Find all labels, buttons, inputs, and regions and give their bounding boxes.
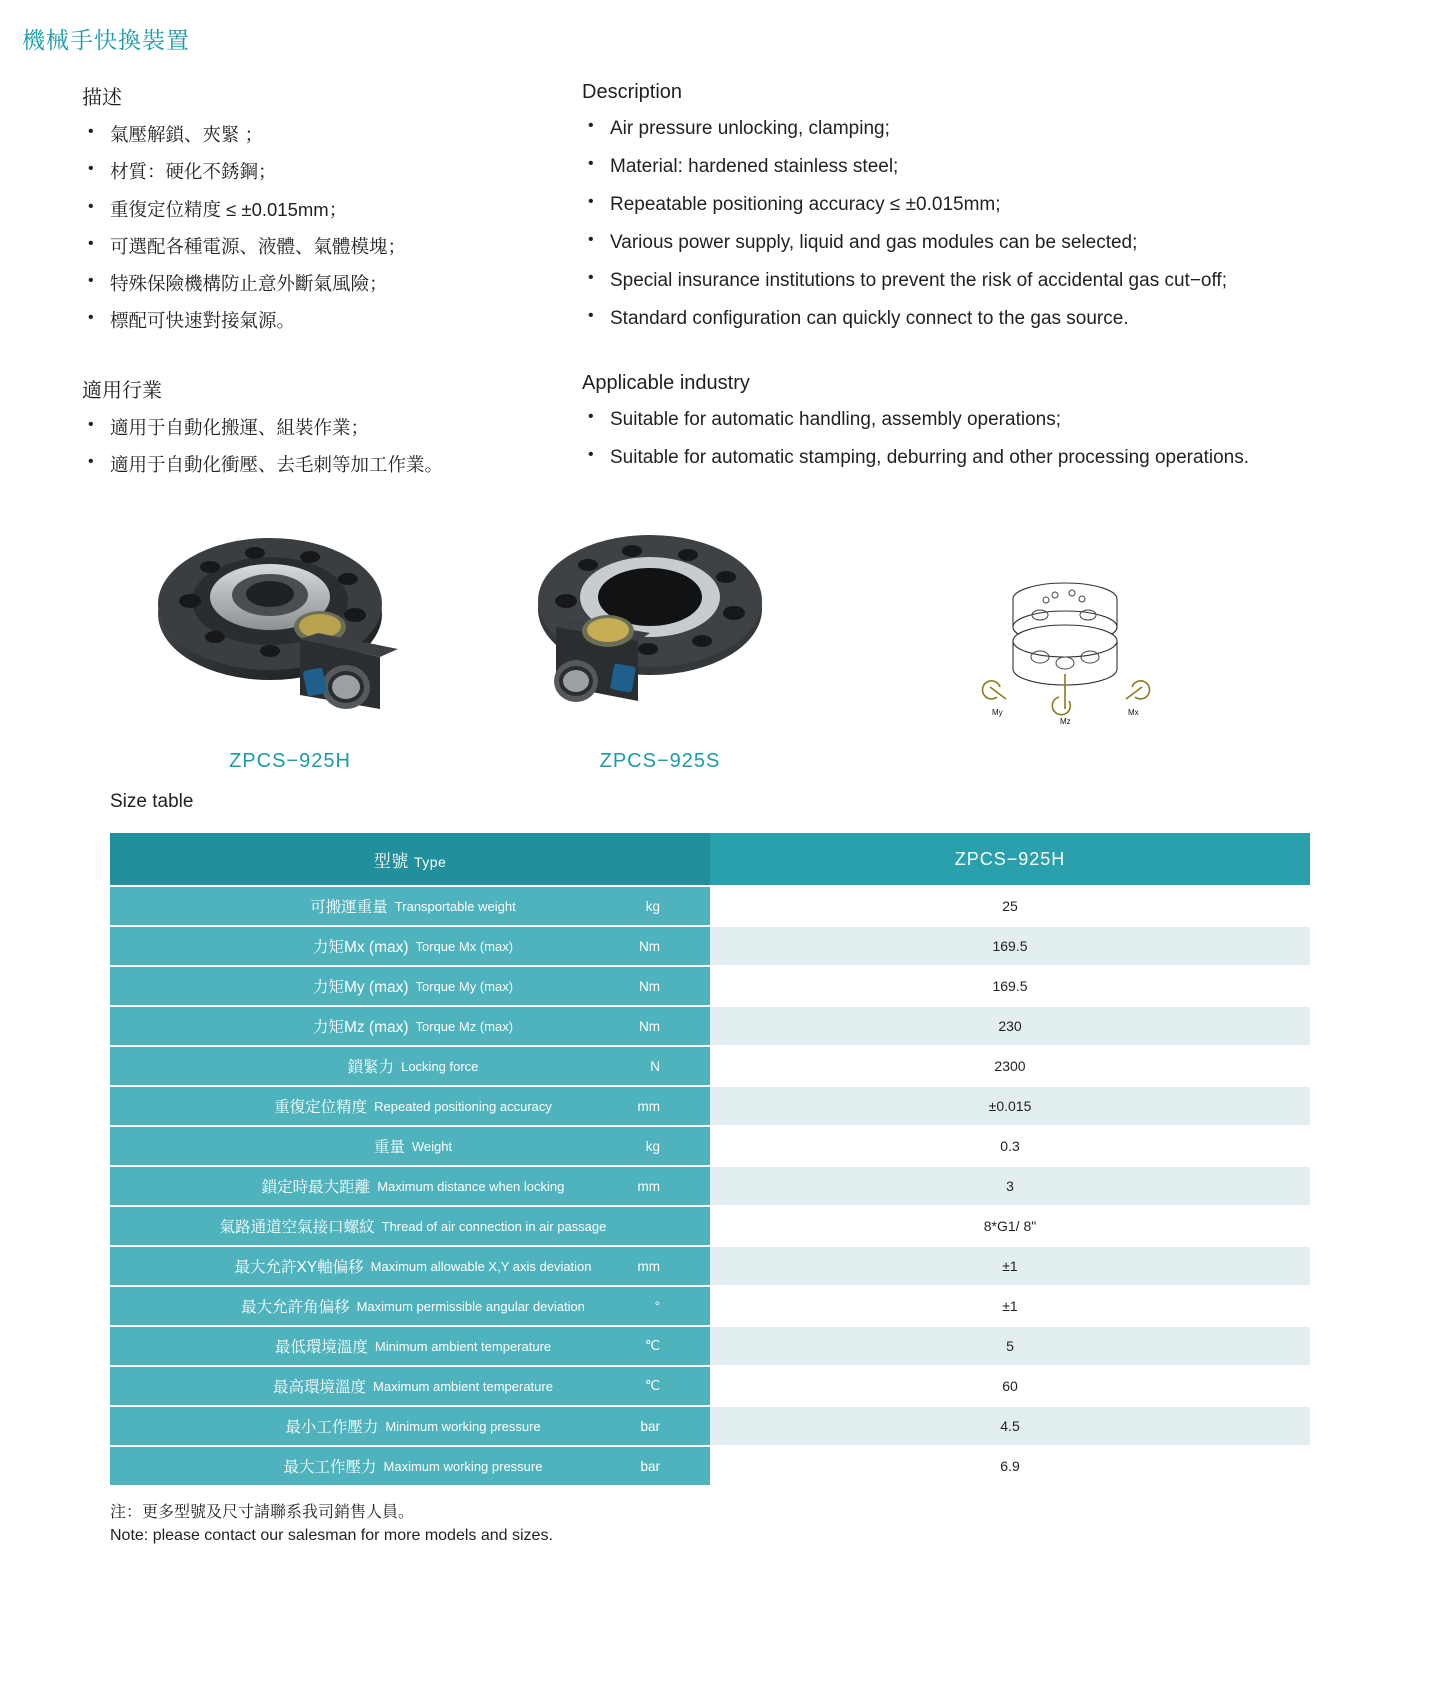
row-label-en: Locking force [401, 1058, 479, 1074]
row-label-zh: 重復定位精度 [274, 1099, 368, 1117]
header-type-zh: 型號 [373, 851, 409, 871]
row-value: 25 [710, 887, 1310, 925]
row-label-zh: 鎖緊力 [347, 1059, 395, 1077]
list-item: • Suitable for automatic stamping, deburring and other processing operations. [582, 445, 1407, 472]
row-label-en: Maximum distance when locking [377, 1178, 565, 1194]
header-model: ZPCS−925H [710, 833, 1310, 885]
row-unit: mm [637, 1258, 660, 1274]
row-label-zh: 力矩Mx (max) [312, 939, 409, 957]
list-item: • 材質：硬化不銹鋼； [82, 159, 582, 185]
row-value: 5 [710, 1327, 1310, 1365]
row-value: 230 [710, 1007, 1310, 1045]
row-value: 60 [710, 1367, 1310, 1405]
product-image-925h [150, 509, 410, 744]
row-label-zh: 重量 [373, 1139, 405, 1157]
row-label-en: Torque Mz (max) [415, 1018, 514, 1034]
row-label-zh: 最小工作壓力 [285, 1419, 379, 1437]
row-label [110, 1327, 710, 1365]
row-label [110, 1447, 710, 1485]
row-label-en: Maximum ambient temperature [373, 1378, 553, 1394]
row-label-en: Weight [411, 1138, 453, 1154]
row-value: ±1 [710, 1287, 1310, 1325]
table-row [110, 1207, 1310, 1245]
footnote-zh: 注：更多型號及尺寸請聯系我司銷售人員。 [110, 1504, 415, 1522]
product-image-925s [520, 509, 780, 744]
row-label-zh: 最大工作壓力 [283, 1459, 377, 1477]
row-label-en: Minimum working pressure [385, 1418, 541, 1434]
row-label-zh: 最大允許角偏移 [241, 1299, 350, 1317]
row-label [110, 1207, 710, 1245]
row-unit: ℃ [644, 1338, 660, 1354]
row-label [110, 1167, 710, 1205]
row-label [110, 1287, 710, 1325]
table-row [110, 967, 1310, 1005]
torque-label-mz: Mz [1060, 717, 1071, 727]
list-item: • 特殊保險機構防止意外斷氣風險； [82, 271, 582, 297]
industry-heading-en: Applicable industry [582, 371, 750, 394]
row-label-zh: 最高環境溫度 [273, 1379, 367, 1397]
row-label-en: Thread of air connection in air passage [381, 1218, 607, 1234]
row-label [110, 1007, 710, 1045]
row-value: 3 [710, 1167, 1310, 1205]
row-label [110, 887, 710, 925]
footnote [110, 1501, 1437, 1547]
description-list-en [582, 116, 1407, 333]
product-block-925s [520, 509, 800, 773]
row-label [110, 927, 710, 965]
spec-table [110, 831, 1310, 1487]
row-label [110, 1087, 710, 1125]
spec-table-body [110, 887, 1310, 1485]
row-unit: N [650, 1058, 660, 1074]
row-label [110, 1407, 710, 1445]
list-item: • 重復定位精度 ≤ ±0.015mm； [82, 197, 582, 223]
table-row [110, 1447, 1310, 1485]
row-unit: ℃ [644, 1378, 660, 1394]
row-value: 169.5 [710, 927, 1310, 965]
row-unit: mm [637, 1098, 660, 1114]
row-label-zh: 力矩Mz (max) [312, 1019, 409, 1037]
row-label-en: Maximum working pressure [383, 1458, 543, 1474]
header-type-en: Type [413, 853, 447, 870]
table-header-row [110, 833, 1310, 885]
row-unit: Nm [639, 938, 660, 954]
table-row [110, 1247, 1310, 1285]
list-item: • Material: hardened stainless steel; [582, 154, 1407, 181]
row-value: ±0.015 [710, 1087, 1310, 1125]
row-unit: mm [637, 1178, 660, 1194]
description-section [0, 81, 1437, 489]
row-unit: Nm [639, 1018, 660, 1034]
table-row [110, 1407, 1310, 1445]
row-value: 169.5 [710, 967, 1310, 1005]
table-row [110, 1047, 1310, 1085]
row-value: 8*G1/ 8" [710, 1207, 1310, 1245]
table-row [110, 1167, 1310, 1205]
row-label-en: Minimum ambient temperature [374, 1338, 552, 1354]
page-title: 機械手快換裝置 [22, 27, 190, 53]
list-item: • Special insurance institutions to prevent the risk of accidental gas cut−off; [582, 268, 1407, 295]
list-item: • Various power supply, liquid and gas modules can be selected; [582, 230, 1407, 257]
torque-label-mx: Mx [1128, 708, 1139, 718]
row-label-en: Repeated positioning accuracy [374, 1098, 552, 1114]
list-item: • 標配可快速對接氣源。 [82, 308, 582, 334]
row-label-zh: 最大允許XY軸偏移 [234, 1259, 364, 1277]
row-value: 6.9 [710, 1447, 1310, 1485]
description-heading-zh: 描述 [82, 87, 122, 109]
table-row [110, 1367, 1310, 1405]
row-label-zh: 力矩My (max) [312, 979, 409, 997]
row-label-en: Transportable weight [394, 898, 516, 914]
row-label [110, 1247, 710, 1285]
row-label-en: Torque Mx (max) [415, 938, 514, 954]
list-item: • Suitable for automatic handling, assembly operations; [582, 407, 1407, 434]
torque-diagram [960, 569, 1170, 749]
list-item: • Repeatable positioning accuracy ≤ ±0.015mm; [582, 192, 1407, 219]
table-row [110, 887, 1310, 925]
row-unit: kg [645, 1138, 660, 1154]
table-row [110, 1007, 1310, 1045]
product-caption-925h: ZPCS−925H [229, 750, 351, 773]
product-gallery [0, 499, 1437, 819]
row-label [110, 1047, 710, 1085]
list-item: • Air pressure unlocking, clamping; [582, 116, 1407, 143]
row-label [110, 1367, 710, 1405]
row-label-zh: 可搬運重量 [310, 899, 388, 917]
row-label-en: Torque My (max) [415, 978, 514, 994]
row-label-zh: 氣路通道空氣接口螺紋 [219, 1219, 375, 1237]
description-heading-en: Description [582, 81, 683, 103]
row-value: ±1 [710, 1247, 1310, 1285]
list-item: • 適用于自動化衝壓、去毛刺等加工作業。 [82, 452, 582, 478]
footnote-en: Note: please contact our salesman for more models and sizes. [110, 1527, 553, 1545]
industry-list-en [582, 407, 1407, 472]
row-label [110, 1127, 710, 1165]
description-english-column [582, 81, 1407, 489]
row-label-en: Maximum permissible angular deviation [356, 1298, 585, 1314]
list-item: • 氣壓解鎖、夾緊 ； [82, 122, 582, 148]
description-list-zh [82, 122, 582, 335]
size-table-label: Size table [110, 791, 194, 813]
row-label-zh: 鎖定時最大距離 [261, 1179, 371, 1197]
torque-diagram-block [960, 569, 1180, 749]
list-item: • Standard configuration can quickly connect to the gas source. [582, 306, 1407, 333]
list-item: • 可選配各種電源、液體、氣體模塊； [82, 234, 582, 260]
table-row [110, 1287, 1310, 1325]
row-value: 4.5 [710, 1407, 1310, 1445]
table-row [110, 1087, 1310, 1125]
row-unit: bar [640, 1418, 660, 1434]
table-row [110, 1127, 1310, 1165]
product-caption-925s: ZPCS−925S [599, 750, 721, 773]
row-unit: kg [645, 898, 660, 914]
industry-list-zh [82, 415, 582, 479]
row-unit: Nm [639, 978, 660, 994]
table-row [110, 927, 1310, 965]
product-block-925h [150, 509, 430, 773]
row-label-en: Maximum allowable X,Y axis deviation [370, 1258, 592, 1274]
row-label [110, 967, 710, 1005]
torque-label-my: My [992, 708, 1003, 718]
row-unit: bar [640, 1458, 660, 1474]
row-value: 0.3 [710, 1127, 1310, 1165]
description-chinese-column [82, 81, 582, 489]
list-item: • 適用于自動化搬運、組裝作業； [82, 415, 582, 441]
row-label-zh: 最低環境溫度 [274, 1339, 368, 1357]
table-row [110, 1327, 1310, 1365]
industry-heading-zh: 適用行業 [82, 379, 162, 402]
row-value: 2300 [710, 1047, 1310, 1085]
header-type [110, 833, 710, 885]
row-unit: ° [654, 1298, 660, 1314]
